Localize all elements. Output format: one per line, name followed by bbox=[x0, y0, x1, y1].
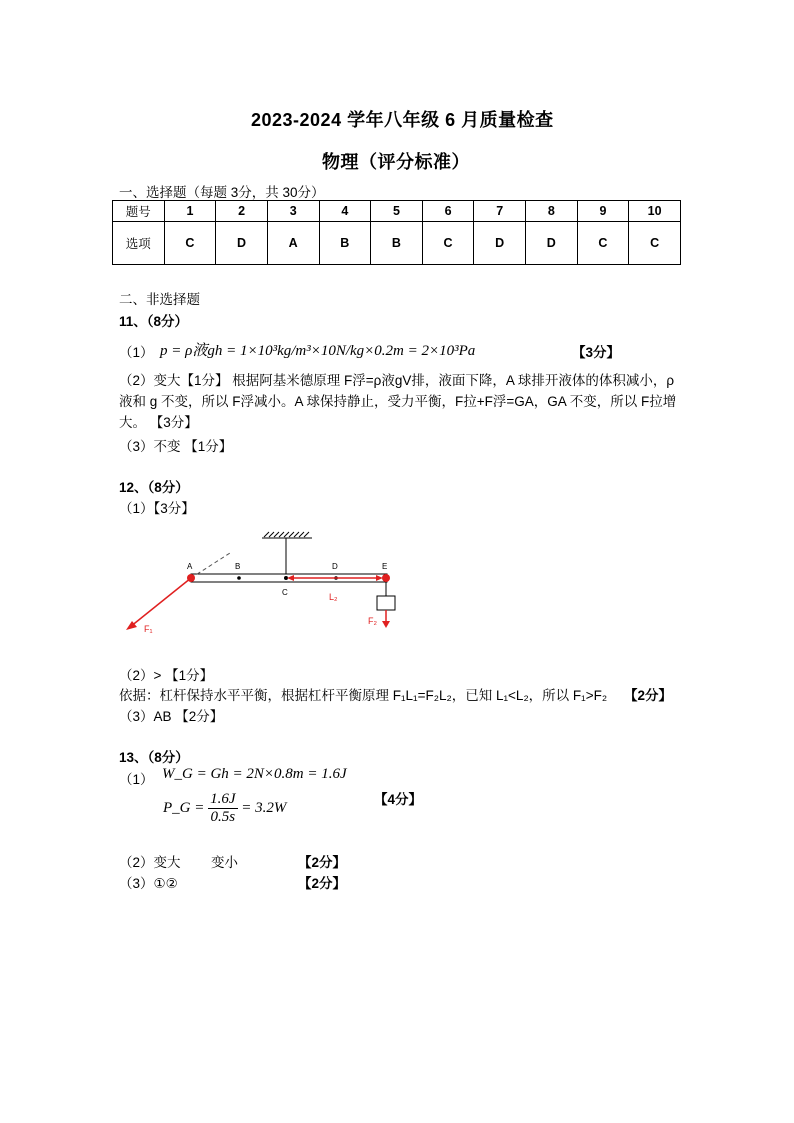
q13-part1-score: 【4分】 bbox=[374, 792, 423, 807]
table-cell: D bbox=[216, 222, 268, 265]
weight-box bbox=[377, 596, 395, 610]
label-a: A bbox=[187, 562, 193, 571]
table-row-answers bbox=[113, 222, 681, 265]
power-fraction bbox=[208, 791, 237, 826]
table-cell: 7 bbox=[474, 201, 526, 222]
table-cell: 8 bbox=[526, 201, 578, 222]
table-cell: C bbox=[577, 222, 629, 265]
point-e bbox=[382, 574, 390, 582]
power-numerator: 1.6J bbox=[210, 791, 236, 807]
q11-part1-score: 【3分】 bbox=[572, 345, 621, 360]
label-l2: L₂ bbox=[329, 592, 338, 602]
exam-subtitle: 物理（评分标准） bbox=[322, 152, 470, 172]
point-a bbox=[187, 574, 195, 582]
table-row-numbers bbox=[113, 201, 681, 222]
q13-label: 13、（8分） bbox=[119, 750, 189, 765]
label-d: D bbox=[332, 562, 338, 571]
row-header-label: 题号 bbox=[113, 201, 165, 222]
q11-part1-formula: p = ρ液gh = 1×10³kg/m³×10N/kg×0.2m = 2×10³Pa bbox=[160, 343, 476, 359]
table-cell: 4 bbox=[319, 201, 371, 222]
q12-reason-score: 【2分】 bbox=[624, 688, 673, 703]
section2-heading: 二、非选择题 bbox=[119, 292, 200, 307]
q13-work-formula: W_G = Gh = 2N×0.8m = 1.6J bbox=[162, 766, 347, 782]
q13-part3-a: （3）①② bbox=[119, 876, 178, 891]
q13-power-formula bbox=[163, 791, 286, 826]
table-cell: B bbox=[319, 222, 371, 265]
table-cell: 3 bbox=[267, 201, 319, 222]
q11-part1-prefix: （1） bbox=[119, 345, 154, 360]
label-f2: F₂ bbox=[368, 616, 377, 626]
f1-arrow bbox=[130, 578, 191, 627]
q12-label: 12、（8分） bbox=[119, 480, 189, 495]
row-answer-label: 选项 bbox=[113, 222, 165, 265]
table-cell: 1 bbox=[164, 201, 216, 222]
q11-part2-text: （2）变大【1分】 根据阿基米德原理 F浮=ρ液gV排，液面下降，A 球排开液体的体积减小，ρ液和 g 不变，所以 F浮减小。A 球保持静止，受力平衡，F拉+F浮=GA，GA 不变，所以 F拉增大。 【3分】 bbox=[119, 373, 677, 430]
table-cell: C bbox=[629, 222, 681, 265]
power-denominator: 0.5s bbox=[210, 809, 236, 825]
q12-part3-text: （3）AB 【2分】 bbox=[119, 709, 224, 724]
label-b: B bbox=[235, 562, 241, 571]
point-b bbox=[237, 576, 241, 580]
q11-label: 11、（8分） bbox=[119, 314, 189, 329]
table-cell: C bbox=[422, 222, 474, 265]
q12-part1-text: （1）【3分】 bbox=[119, 501, 195, 516]
q13-part2-b: 变小 bbox=[211, 855, 238, 870]
label-e: E bbox=[382, 562, 388, 571]
power-rhs: = 3.2W bbox=[241, 800, 287, 816]
table-cell: 6 bbox=[422, 201, 474, 222]
table-cell: C bbox=[164, 222, 216, 265]
table-cell: 10 bbox=[629, 201, 681, 222]
table-cell: D bbox=[474, 222, 526, 265]
power-lhs: P_G = bbox=[163, 800, 205, 816]
exam-title: 2023-2024 学年八年级 6 月质量检查 bbox=[251, 110, 554, 130]
q12-part2-text: （2）> 【1分】 bbox=[119, 668, 214, 683]
q13-part3-score: 【2分】 bbox=[298, 876, 347, 891]
table-cell: 5 bbox=[371, 201, 423, 222]
table-cell: 2 bbox=[216, 201, 268, 222]
table-cell: 9 bbox=[577, 201, 629, 222]
table-cell: A bbox=[267, 222, 319, 265]
q12-reason-text: 依据：杠杆保持水平平衡，根据杠杆平衡原理 F₁L₁=F₂L₂，已知 L₁<L₂，所以 F₁>F₂ bbox=[119, 688, 608, 703]
table-cell: B bbox=[371, 222, 423, 265]
label-c: C bbox=[282, 588, 288, 597]
lever-diagram bbox=[0, 520, 794, 660]
f2-arrowhead bbox=[382, 621, 390, 628]
table-cell: D bbox=[526, 222, 578, 265]
q13-part2-score: 【2分】 bbox=[298, 855, 347, 870]
q13-part2-a: （2）变大 bbox=[119, 855, 181, 870]
label-f1: F₁ bbox=[144, 624, 153, 634]
q13-part1-prefix: （1） bbox=[119, 772, 154, 787]
answer-table bbox=[112, 200, 681, 265]
ceiling-hatch bbox=[264, 532, 309, 537]
section1-heading: 一、选择题（每题 3分，共 30分） bbox=[119, 185, 325, 200]
q11-part3-text: （3）不变 【1分】 bbox=[119, 439, 233, 454]
